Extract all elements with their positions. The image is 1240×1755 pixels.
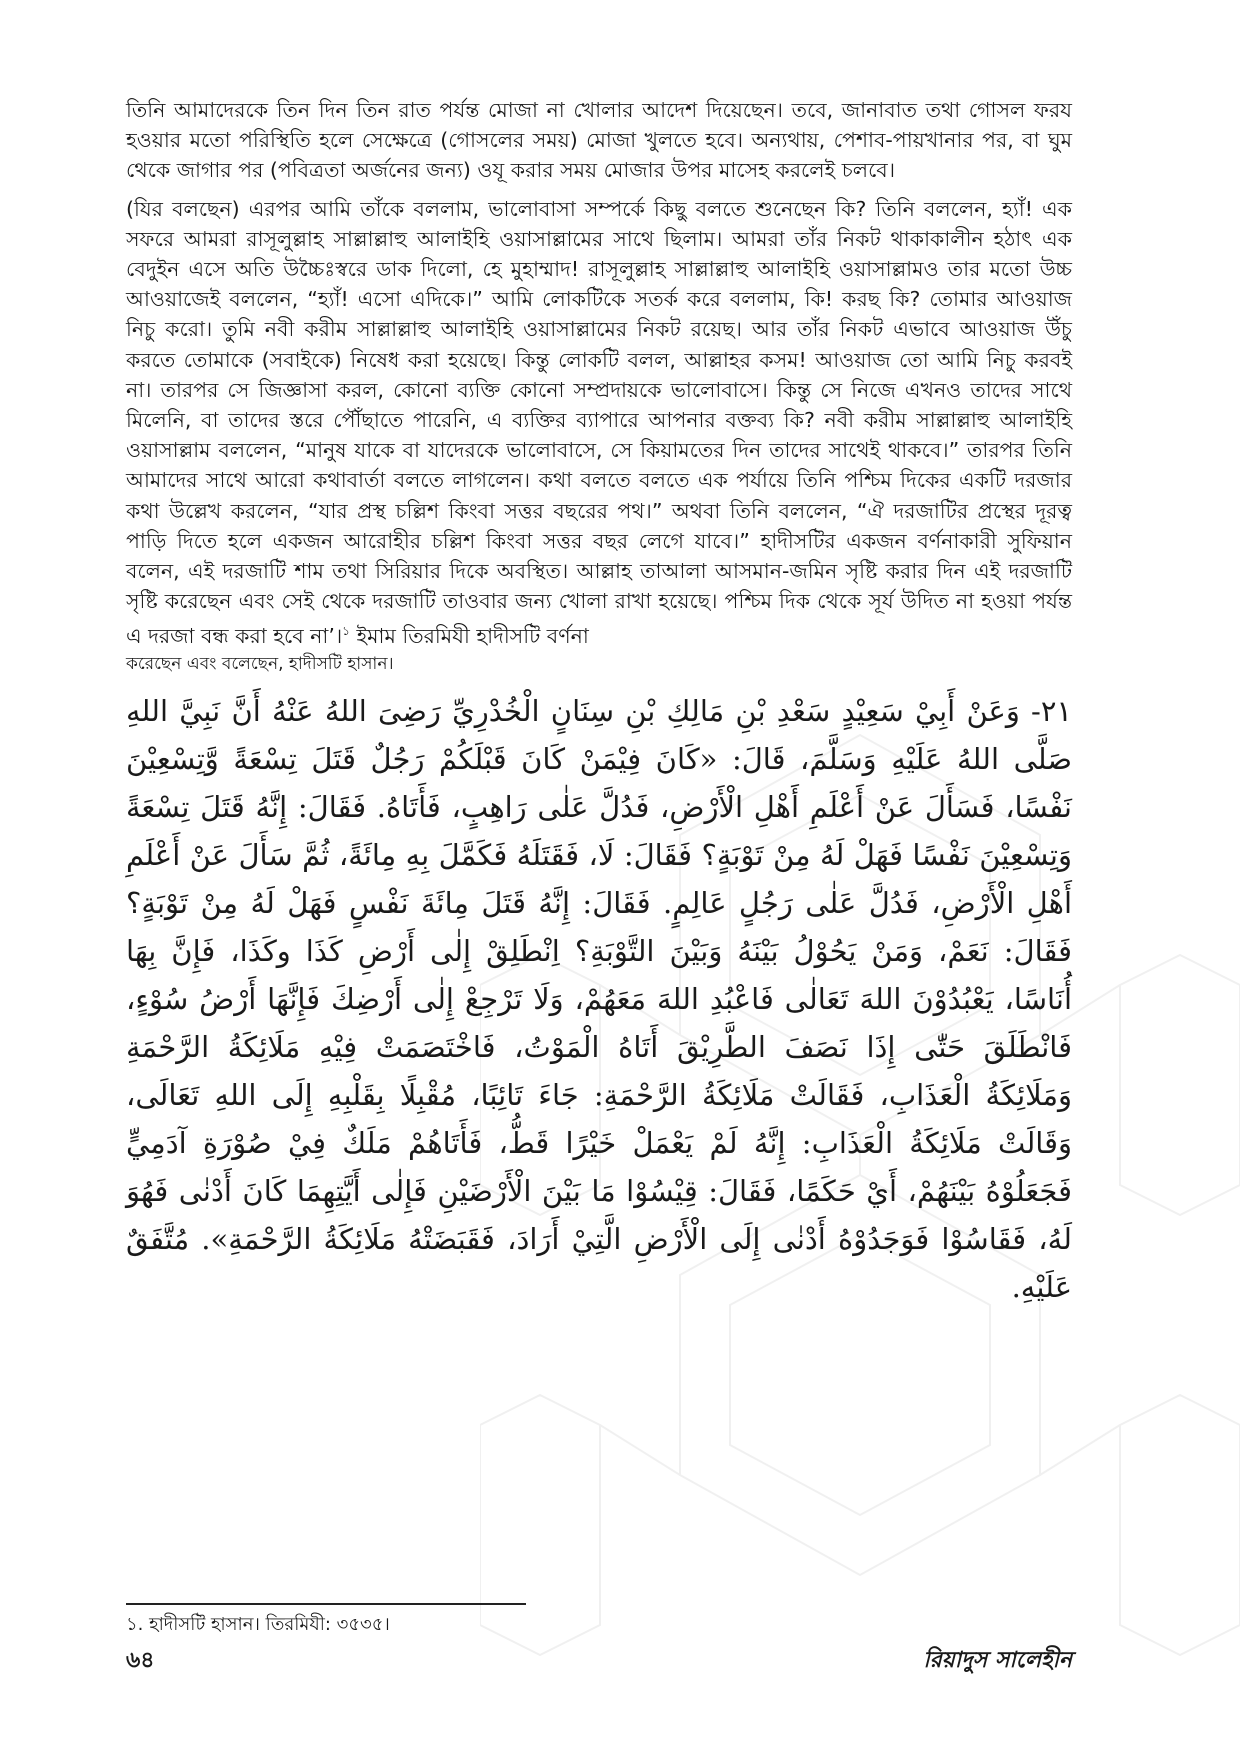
arabic-hadith-text: ٢١- وَعَنْ أَبِيْ سَعِيْدٍ سَعْدِ بْنِ مَالِكِ بْنِ سِنَانٍ الْخُدْرِيِّ رَضِىَ اللهُ عَنْهُ أَنَّ نَبِيَّ اللهِ صَلَّى اللهُ عَلَيْهِ وَسَلَّمَ، قَالَ: «كَانَ فِيْمَنْ كَانَ قَبْلَكُمْ رَجُلٌ قَتَلَ تِسْعَةً وَّتِسْعِيْنَ نَفْسًا، فَسَأَلَ عَنْ أَعْلَمِ أَهْلِ الْأَرْضِ، فَدُلَّ عَلٰى رَاهِبٍ، فَأَتَاهُ. فَقَالَ: إِنَّهُ قَتَلَ تِسْعَةً وَتِسْعِيْنَ نَفْسًا فَهَلْ لَهُ مِنْ تَوْبَةٍ؟ فَقَالَ: لَا، فَقَتَلَهُ فَكَمَّلَ بِهِ مِائَةً، ثُمَّ سَأَلَ عَنْ أَعْلَمِ أَهْلِ الْأَرْضِ، فَدُلَّ عَلٰى رَجُلٍ عَالِمٍ. فَقَالَ: إِنَّهُ قَتَلَ مِائَةَ نَفْسٍ فَهَلْ لَهُ مِنْ تَوْبَةٍ؟ فَقَالَ: نَعَمْ، وَمَنْ يَحُوْلُ بَيْنَهُ وَبَيْنَ التَّوْبَةِ؟ اِنْطَلِقْ إِلٰى أَرْضِ كَذَا وكَذَا، فَإِنَّ بِهَا أُنَاسًا، يَعْبُدُوْنَ اللهَ تَعَالٰى فَاعْبُدِ اللهَ مَعَهُمْ، وَلَا تَرْجِعْ إِلٰى أَرْضِكَ فَإِنَّهَا أَرْضُ سُوْءٍ، فَانْطَلَقَ حَتّٰى إِذَا نَصَفَ الطَّرِيْقَ أَتَاهُ الْمَوْتُ، فَاخْتَصَمَتْ فِيْهِ مَلَائِكَةُ الرَّحْمَةِ وَمَلَائِكَةُ الْعَذَابِ، فَقَالَتْ مَلَائِكَةُ الرَّحْمَةِ: جَاءَ تَائِبًا، مُقْبِلًا بِقَلْبِهِ إِلَى اللهِ تَعَالَى، وَقَالَتْ مَلَائِكَةُ الْعَذَابِ: إِنَّهُ لَمْ يَعْمَلْ خَيْرًا قَطُّ، فَأَتَاهُمْ مَلَكٌ فِيْ صُوْرَةِ آدَمِيٍّ فَجَعَلُوْهُ بَيْنَهُمْ، أَيْ حَكَمًا، فَقَالَ: قِيْسُوْا مَا بَيْنَ الْأَرْضَيْنِ فَإِلٰى أَيَّتِهِمَا كَانَ أَدْنٰى فَهُوَ لَهُ، فَقَاسُوْا فَوَجَدُوْهُ أَدْنٰى إِلَى الْأَرْضِ الَّتِيْ أَرَادَ، فَقَبَضَتْهُ مَلَائِكَةُ الرَّحْمَةِ». مُتَّفَقٌ عَلَيْهِ. — [126, 694, 1073, 1305]
footnote-divider — [126, 1603, 526, 1605]
footnote: ১. হাদীসটি হাসান। তিরমিযী: ৩৫৩৫। — [126, 1614, 390, 1635]
paragraph-2-tail: ইমাম তিরমিযী হাদীসটি বর্ণনা — [349, 624, 589, 649]
page-number: ৬৪ — [126, 1648, 155, 1673]
paragraph-3: করেছেন এবং বলেছেন, হাদীসটি হাসান। — [126, 654, 394, 675]
paragraph-1: তিনি আমাদেরকে তিন দিন তিন রাত পর্যন্ত মোজা না খোলার আদেশ দিয়েছেন। তবে, জানাবাত তথা গোসল ফরয হওয়ার মতো পরিস্থিতি হলে সেক্ষেত্রে (গোসলের সময়) মোজা খুলতে হবে। অন্যথায়, পেশাব-পায়খানার পর, বা ঘুম থেকে জাগার পর (পবিত্রতা অর্জনের জন্য) ওযূ করার সময় মোজার উপর মাসেহ করলেই চলবে। — [126, 98, 1072, 183]
running-footer-title: রিয়াদুস সালেহীন — [923, 1648, 1072, 1673]
paragraph-2-text: (যির বলছেন) এরপর আমি তাঁকে বললাম, ভালোবাসা সম্পর্কে কিছু বলতে শুনেছেন কি? তিনি বললেন, হ্যাঁ! এক সফরে আমরা রাসূলুল্লাহ সাল্লাল্লাহু আলাইহি ওয়াসাল্লামের সাথে ছিলাম। আমরা তাঁর নিকট থাকাকালীন হঠাৎ এক বেদুইন এসে অতি উচ্চৈঃস্বরে ডাক দিলো, হে মুহাম্মাদ! রাসূলুল্লাহ সাল্লাল্লাহু আলাইহি ওয়াসাল্লামও তার মতো উচ্চ আওয়াজেই বললেন, “হ্যাঁ! এসো এদিকে।” আমি লোকটিকে সতর্ক করে বললাম, কি! করছ কি? তোমার আওয়াজ নিচু করো। তুমি নবী করীম সাল্লাল্লাহু আলাইহি ওয়াসাল্লামের নিকট রয়েছ। আর তাঁর নিকট এভাবে আওয়াজ উঁচু করতে তোমাকে (সবাইকে) নিষেধ করা হয়েছে। কিন্তু লোকটি বলল, আল্লাহর কসম! আওয়াজ তো আমি নিচু করবই না। তারপর সে জিজ্ঞাসা করল, কোনো ব্যক্তি কোনো সম্প্রদায়কে ভালোবাসে। কিন্তু সে নিজে এখনও তাদের সাথে মিলেনি, বা তাদের স্তরে পৌঁছাতে পারেনি, এ ব্যক্তির ব্যাপারে আপনার বক্তব্য কি? নবী করীম সাল্লাল্লাহু আলাইহি ওয়াসাল্লাম বললেন, “মানুষ যাকে বা যাদেরকে ভালোবাসে, সে কিয়ামতের দিন তাদের সাথেই থাকবে।” তারপর তিনি আমাদের সাথে আরো কথাবার্তা বলতে লাগলেন। কথা বলতে বলতে এক পর্যায়ে তিনি পশ্চিম দিকের একটি দরজার কথা উল্লেখ করলেন, “যার প্রস্থ চল্লিশ কিংবা সত্তর বছরের পথ।” অথবা তিনি বললেন, “ঐ দরজাটির প্রস্থের দূরত্ব পাড়ি দিতে হলে একজন আরোহীর চল্লিশ কিংবা সত্তর বছর লেগে যাবে।” হাদীসটির একজন বর্ণনাকারী সুফিয়ান বলেন, এই দরজাটি শাম তথা সিরিয়ার দিকে অবস্থিত। আল্লাহ তাআলা আসমান-জমিন সৃষ্টি করার দিন এই দরজাটি সৃষ্টি করেছেন এবং সেই থেকে দরজাটি তাওবার জন্য খোলা রাখা হয়েছে। পশ্চিম দিক থেকে সূর্য উদিত না হওয়া পর্যন্ত এ দরজা বন্ধ করা হবে না’। — [126, 196, 1072, 649]
paragraph-2 — [126, 194, 1072, 652]
footnote-marker: ১ — [342, 624, 350, 639]
page-body — [126, 95, 1072, 1311]
